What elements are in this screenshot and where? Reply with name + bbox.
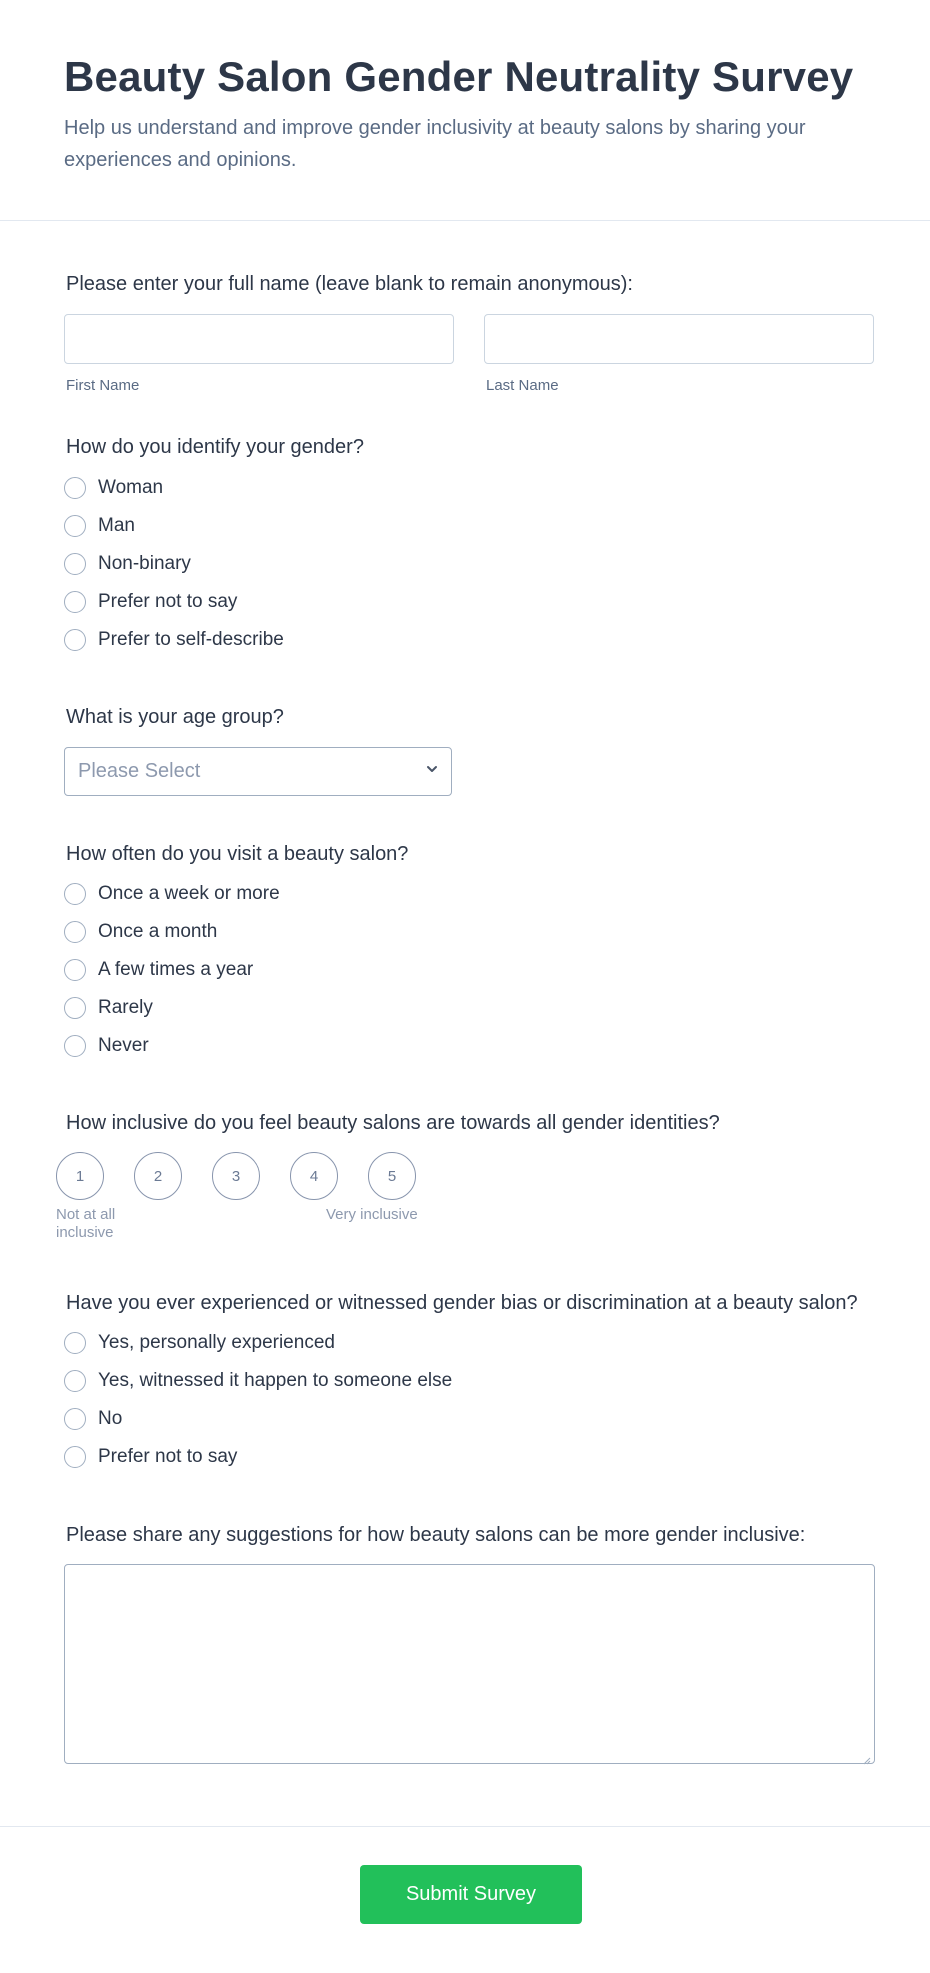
bias-option[interactable] [64, 1362, 876, 1400]
bias-question: Have you ever experienced or witnessed gender bias or discrimination at a beauty salon? [66, 1292, 858, 1314]
frequency-option[interactable] [64, 1027, 876, 1065]
chevron-down-icon [425, 762, 439, 781]
radio-button[interactable] [64, 1035, 86, 1057]
option-label: A few times a year [98, 959, 254, 980]
option-label: Man [98, 515, 135, 536]
rating-high-label: Very inclusive [326, 1206, 418, 1223]
suggestions-question: Please share any suggestions for how beauty salons can be more gender inclusive: [66, 1524, 806, 1546]
option-label: Once a week or more [98, 883, 280, 904]
name-question: Please enter your full name (leave blank to remain anonymous): [66, 273, 633, 295]
suggestions-textarea[interactable] [64, 1564, 875, 1764]
frequency-option[interactable] [64, 875, 876, 913]
last-name-input[interactable] [484, 314, 874, 364]
gender-option[interactable] [64, 545, 876, 583]
first-name-label: First Name [66, 377, 140, 394]
frequency-option[interactable] [64, 989, 876, 1027]
resize-handle-icon[interactable] [863, 1752, 871, 1760]
radio-button[interactable] [64, 921, 86, 943]
gender-option[interactable] [64, 507, 876, 545]
option-label: Prefer not to say [98, 591, 238, 612]
frequency-option[interactable] [64, 951, 876, 989]
radio-button[interactable] [64, 629, 86, 651]
inclusivity-question: How inclusive do you feel beauty salons are towards all gender identities? [66, 1112, 720, 1134]
option-label: Rarely [98, 997, 153, 1018]
frequency-section [64, 842, 876, 1065]
option-label: Prefer to self-describe [98, 629, 284, 650]
gender-question: How do you identify your gender? [66, 436, 364, 458]
gender-option[interactable] [64, 621, 876, 659]
gender-section [64, 435, 876, 659]
frequency-question: How often do you visit a beauty salon? [66, 843, 409, 865]
option-label: Yes, personally experienced [98, 1332, 335, 1353]
gender-option[interactable] [64, 469, 876, 507]
radio-button[interactable] [64, 1370, 86, 1392]
gender-option[interactable] [64, 583, 876, 621]
form-footer [0, 1826, 930, 1905]
radio-button[interactable] [64, 959, 86, 981]
radio-button[interactable] [64, 1446, 86, 1468]
rating-option-1[interactable]: 1 [56, 1152, 104, 1200]
rating-option-3[interactable]: 3 [212, 1152, 260, 1200]
page-title: Beauty Salon Gender Neutrality Survey [64, 53, 854, 100]
radio-button[interactable] [64, 1408, 86, 1430]
inclusivity-section [56, 1111, 876, 1246]
survey-header [0, 0, 930, 221]
radio-button[interactable] [64, 477, 86, 499]
option-label: Once a month [98, 921, 218, 942]
suggestions-section [64, 1523, 876, 1764]
radio-button[interactable] [64, 591, 86, 613]
survey-form [0, 272, 930, 1764]
rating-option-4[interactable]: 4 [290, 1152, 338, 1200]
radio-button[interactable] [64, 1332, 86, 1354]
age-section [64, 705, 876, 796]
option-label: Prefer not to say [98, 1446, 238, 1467]
submit-survey-button[interactable]: Submit Survey [360, 1865, 582, 1924]
bias-section [64, 1291, 876, 1476]
option-label: Woman [98, 477, 164, 498]
rating-option-5[interactable]: 5 [368, 1152, 416, 1200]
rating-option-2[interactable]: 2 [134, 1152, 182, 1200]
rating-low-label: Not at all inclusive [56, 1206, 116, 1241]
last-name-label: Last Name [486, 377, 559, 394]
option-label: No [98, 1408, 123, 1429]
age-select[interactable] [64, 747, 452, 796]
bias-option[interactable] [64, 1400, 876, 1438]
age-question: What is your age group? [66, 706, 284, 728]
option-label: Yes, witnessed it happen to someone else [98, 1370, 453, 1391]
bias-option[interactable] [64, 1438, 876, 1476]
radio-button[interactable] [64, 515, 86, 537]
radio-button[interactable] [64, 883, 86, 905]
option-label: Never [98, 1035, 149, 1056]
radio-button[interactable] [64, 553, 86, 575]
name-section [64, 272, 876, 394]
bias-option[interactable] [64, 1324, 876, 1362]
option-label: Non-binary [98, 553, 191, 574]
age-select-value: Please Select [78, 760, 201, 782]
frequency-option[interactable] [64, 913, 876, 951]
radio-button[interactable] [64, 997, 86, 1019]
first-name-input[interactable] [64, 314, 454, 364]
page-subtitle: Help us understand and improve gender inclusivity at beauty salons by sharing your experiences and opinions. [64, 117, 806, 171]
